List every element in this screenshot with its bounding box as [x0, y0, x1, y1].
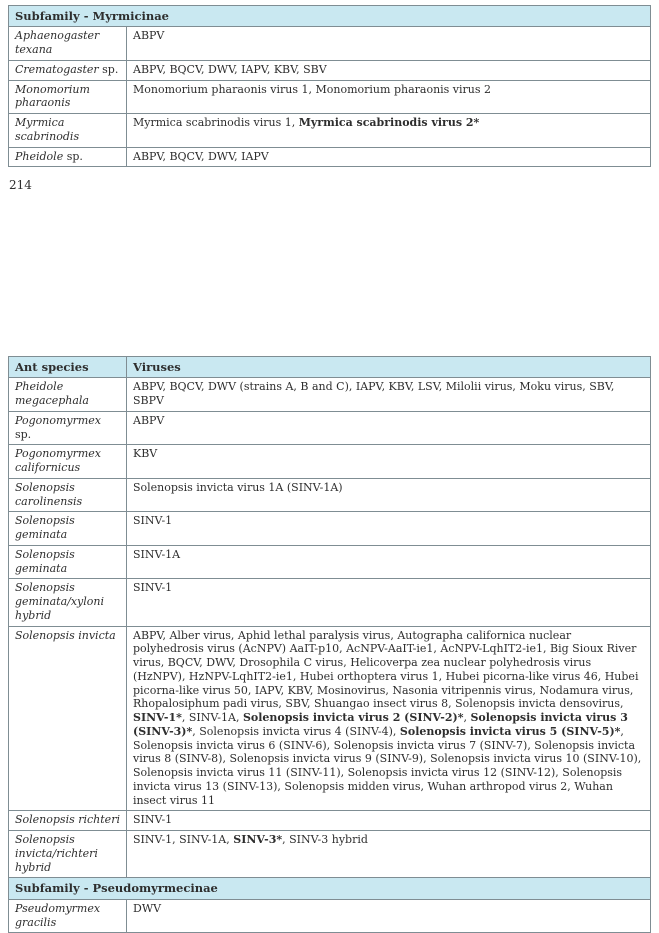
viruses-cell — [127, 27, 651, 61]
table-row — [9, 378, 651, 412]
text-segment: Myrmica scabrinodis virus 1, — [133, 116, 299, 130]
text-segment: ABPV, BQCV, DWV (strains A, B and C), IAPV, KBV, LSV, Milolii virus, Moku virus, SBV, SBPV — [133, 380, 615, 408]
table-row — [9, 512, 651, 546]
text-segment: Solenopsis invicta virus 2 (SINV-2)* — [242, 711, 464, 725]
text-segment: Solenopsis invicta — [15, 628, 116, 642]
text-segment: , Solenopsis invicta virus 4 (SINV-4), — [192, 724, 400, 738]
table-row — [9, 147, 651, 167]
species-cell — [9, 445, 127, 479]
text-segment: Crematogaster — [15, 62, 99, 76]
viruses-cell — [127, 512, 651, 546]
text-segment: ABPV, BQCV, DWV, IAPV — [133, 149, 269, 163]
subfamily-header: Subfamily - Pseudomyrmecinae — [9, 878, 651, 899]
species-cell — [9, 411, 127, 445]
species-cell — [9, 579, 127, 626]
viruses-cell — [127, 147, 651, 167]
species-cell — [9, 80, 127, 114]
text-segment: Solenopsis invicta virus 1A (SINV-1A) — [133, 480, 343, 494]
text-segment: Solenopsis richteri — [15, 813, 120, 827]
ant-species-virus-table — [8, 356, 651, 933]
viruses-cell — [127, 80, 651, 114]
text-segment: , SINV-1A, — [181, 711, 243, 725]
viruses-cell — [127, 478, 651, 512]
table-row — [9, 357, 651, 378]
text-segment: Pogonomyrmex — [15, 413, 101, 427]
text-segment: SINV-1A — [133, 547, 181, 561]
text-segment: Pheidole megacephala — [15, 380, 89, 408]
text-segment: Pogonomyrmex californicus — [15, 447, 101, 475]
viruses-cell — [127, 445, 651, 479]
text-segment: KBV — [133, 447, 158, 461]
table-row — [9, 114, 651, 148]
text-segment: Solenopsis invicta virus 5 (SINV-5)* — [399, 724, 621, 738]
column-header: Ant species — [9, 357, 127, 378]
table-row — [9, 27, 651, 61]
text-segment: Monomorium pharaonis virus 1, Monomorium pharaonis virus 2 — [133, 82, 492, 96]
text-segment: Pseudomyrmex gracilis — [15, 901, 101, 929]
text-segment: Pheidole — [15, 149, 64, 163]
subfamily-myrmicinae-table-container — [8, 5, 651, 167]
text-segment: sp. — [98, 62, 119, 76]
subfamily-header: Subfamily - Myrmicinae — [9, 6, 651, 27]
ant-species-virus-table-container — [8, 356, 651, 933]
species-cell — [9, 478, 127, 512]
viruses-cell — [127, 899, 651, 933]
table-row — [9, 445, 651, 479]
text-segment: SINV-1 — [133, 813, 173, 827]
viruses-cell — [127, 60, 651, 80]
table-row — [9, 545, 651, 579]
table-row — [9, 579, 651, 626]
species-cell — [9, 114, 127, 148]
text-segment: sp. — [15, 427, 32, 441]
species-cell — [9, 378, 127, 412]
text-segment: SINV-1 — [133, 514, 173, 528]
text-segment: xyloni hybrid — [15, 595, 104, 622]
text-segment: SINV-3* — [233, 833, 283, 847]
text-segment: Solenopsis invicta virus 3 (SINV-3)* — [133, 711, 628, 738]
viruses-cell — [127, 579, 651, 626]
text-segment: ABPV — [133, 413, 165, 427]
text-segment: Myrmica scabrinodis — [15, 116, 80, 143]
table-row — [9, 878, 651, 899]
text-segment: Solenopsis geminata — [15, 514, 75, 542]
text-segment: DWV — [133, 901, 162, 915]
table-row — [9, 60, 651, 80]
text-segment: sp. — [63, 149, 83, 163]
table-row — [9, 831, 651, 878]
text-segment: ABPV — [133, 29, 165, 43]
table-row — [9, 411, 651, 445]
viruses-cell — [127, 831, 651, 878]
text-segment: Myrmica scabrinodis virus 2* — [298, 116, 480, 130]
text-segment: , — [463, 711, 471, 725]
viruses-cell — [127, 114, 651, 148]
table-row — [9, 80, 651, 114]
table-row — [9, 626, 651, 811]
species-cell — [9, 545, 127, 579]
text-segment: richteri hybrid — [15, 846, 98, 874]
text-segment: Monomorium pharaonis — [15, 82, 90, 110]
myrmicinae-virus-table — [8, 5, 651, 167]
species-cell — [9, 626, 127, 811]
text-segment: SINV-1* — [133, 711, 182, 725]
species-cell — [9, 27, 127, 61]
text-segment: Solenopsis geminata/ — [15, 581, 75, 609]
text-segment: ABPV, Alber virus, Aphid lethal paralysis virus, Autographa californica nuclear polyhedrosis virus (AcNPV) AaIT-p10, AcNPV-AaIT-ie1, AcNPV-LqhIT2-ie1, Big Sioux River virus, BQCV, DWV, Drosophila C virus, Helicoverpa zea nuclear polyhedrosis virus (HzNPV), HzNPV-LqhIT2-ie1, Hubei orthoptera virus 1, Hubei picorna-like virus 46, Hubei picorna-like virus 50, IAPV, KBV, Mosinovirus, Nasonia vitripennis virus, Nodamura virus, Rhopalosiphum padi virus, SBV, Shuangao insect virus 8, Solenopsis invicta densovirus, — [133, 628, 639, 711]
species-cell — [9, 831, 127, 878]
text-segment: ABPV, BQCV, DWV, IAPV, KBV, SBV — [133, 62, 327, 76]
species-cell — [9, 899, 127, 933]
page-number: 214 — [9, 178, 32, 192]
text-segment: , Solenopsis invicta virus 6 (SINV-6), Solenopsis invicta virus 7 (SINV-7), Solenopsis invicta virus 8 (SINV-8), Solenopsis invicta virus 9 (SINV-9), Solenopsis invicta virus 10 (SINV-10), Solenopsis invicta virus 11 (SINV-11), Solenopsis invicta virus 12 (SINV-12), Solenopsis invicta virus 13 (SINV-13), Solenopsis midden virus, Wuhan arthropod virus 2, Wuhan insect virus 11 — [133, 724, 642, 807]
table-row — [9, 899, 651, 933]
text-segment: Solenopsis geminata — [15, 547, 75, 575]
species-cell — [9, 512, 127, 546]
viruses-cell — [127, 626, 651, 811]
text-segment: , SINV-3 hybrid — [282, 833, 368, 847]
species-cell — [9, 60, 127, 80]
viruses-cell — [127, 411, 651, 445]
table-row — [9, 6, 651, 27]
text-segment: Solenopsis invicta/ — [15, 833, 75, 860]
table-row — [9, 478, 651, 512]
viruses-cell — [127, 378, 651, 412]
column-header: Viruses — [127, 357, 651, 378]
text-segment: Aphaenogaster texana — [15, 29, 100, 57]
species-cell — [9, 147, 127, 167]
text-segment: SINV-1, SINV-1A, — [133, 833, 234, 847]
text-segment: Solenopsis carolinensis — [15, 480, 83, 508]
text-segment: SINV-1 — [133, 581, 173, 595]
viruses-cell — [127, 545, 651, 579]
